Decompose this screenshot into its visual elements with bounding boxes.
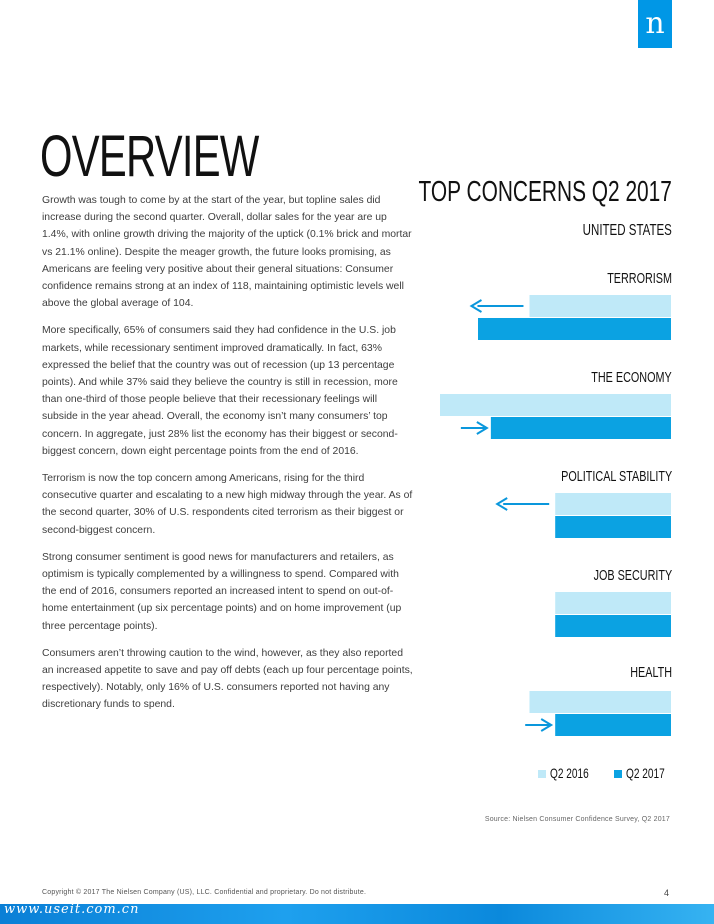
legend-item-q2-2016: Q2 2016: [538, 765, 604, 781]
paragraph: More specifically, 65% of consumers said they had confidence in the U.S. job markets, while recessionary sentiment improved dramatically. In fact, 63% expressed the belief that the country was out of recession (up 13 percentage points). And while 37% said they believe the country is still in recession, more than one-third of those people believe that their recessionary feelings will subside in the year ahead. Overall, the economy isn’t many consumers’ top concern. In aggregate, just 28% list the economy has their biggest or second-biggest concern, down eight percentage points from the end of 2016.: [42, 325, 398, 457]
copyright-footer: Copyright © 2017 The Nielsen Company (US), LLC. Confidential and proprietary. Do not distribute.: [42, 889, 367, 896]
category-label: THE ECONOMY: [591, 369, 672, 386]
paragraph: Consumers aren’t throwing caution to the wind, however, as they also reported an increased appetite to save and pay off debts (each up four percentage points, respectively). Notably, only 16% of U.S. consumers reported not having any discretionary funds to spend.: [42, 647, 413, 711]
watermark: www.useit.com.cn: [4, 902, 140, 917]
source-note: Source: Nielsen Consumer Confidence Survey, Q2 2017: [484, 816, 670, 823]
legend-swatch: [614, 770, 622, 778]
bar-q2-2017: [555, 516, 671, 538]
bar-q2-2017: [555, 615, 671, 637]
category-label: TERRORISM: [607, 270, 672, 287]
paragraph: Strong consumer sentiment is good news for manufacturers and retailers, as optimism is typically complemented by a willingness to spend. Compared with the end of 2016, consumers reported an increased intent to spend on out-of-home entertainment (up six percentage points) and on home improvement (up three percentage points).: [42, 551, 402, 632]
bar-q2-2016: [529, 295, 671, 317]
legend-swatch: [538, 770, 546, 778]
paragraph: Terrorism is now the top concern among Americans, rising for the third consecutive quarter and escalating to a new high midway through the year. As of the second quarter, 30% of U.S. respondents cited terrorism as their biggest or second-biggest concern.: [42, 473, 413, 536]
bar-q2-2016: [529, 691, 671, 713]
bar-q2-2016: [555, 493, 671, 515]
page-number: 4: [664, 888, 670, 898]
bar-q2-2016: [555, 592, 671, 614]
bar-q2-2017: [555, 714, 671, 736]
category-label: POLITICAL STABILITY: [560, 468, 672, 485]
paragraph: Growth was tough to come by at the start of the year, but topline sales did increase during the second quarter. Overall, dollar sales for the year are up 1.4%, with online growth driving the majority of the uptick (0.1% brick and mortar vs 21.1% online). Despite the meager growth, the future looks promising, as Americans are feeling very positive about their general situations: Consumer confidence remains strong at an index of 118, maintaining optimistic levels well above the global average of 104.: [42, 195, 412, 310]
bar-chart: [440, 270, 672, 750]
category-label: JOB SECURITY: [593, 567, 672, 584]
nielsen-logo: n: [638, 0, 672, 48]
category-label: HEALTH: [630, 664, 672, 681]
chart-subtitle: UNITED STATES: [582, 222, 672, 239]
legend-item-q2-2017: Q2 2017: [614, 765, 680, 781]
chart-title: TOP CONCERNS Q2 2017: [418, 176, 672, 208]
bar-q2-2017: [478, 318, 671, 340]
page-title: OVERVIEW: [40, 124, 259, 189]
bar-q2-2016: [440, 394, 671, 416]
bar-q2-2017: [491, 417, 671, 439]
body-text: [42, 192, 414, 724]
